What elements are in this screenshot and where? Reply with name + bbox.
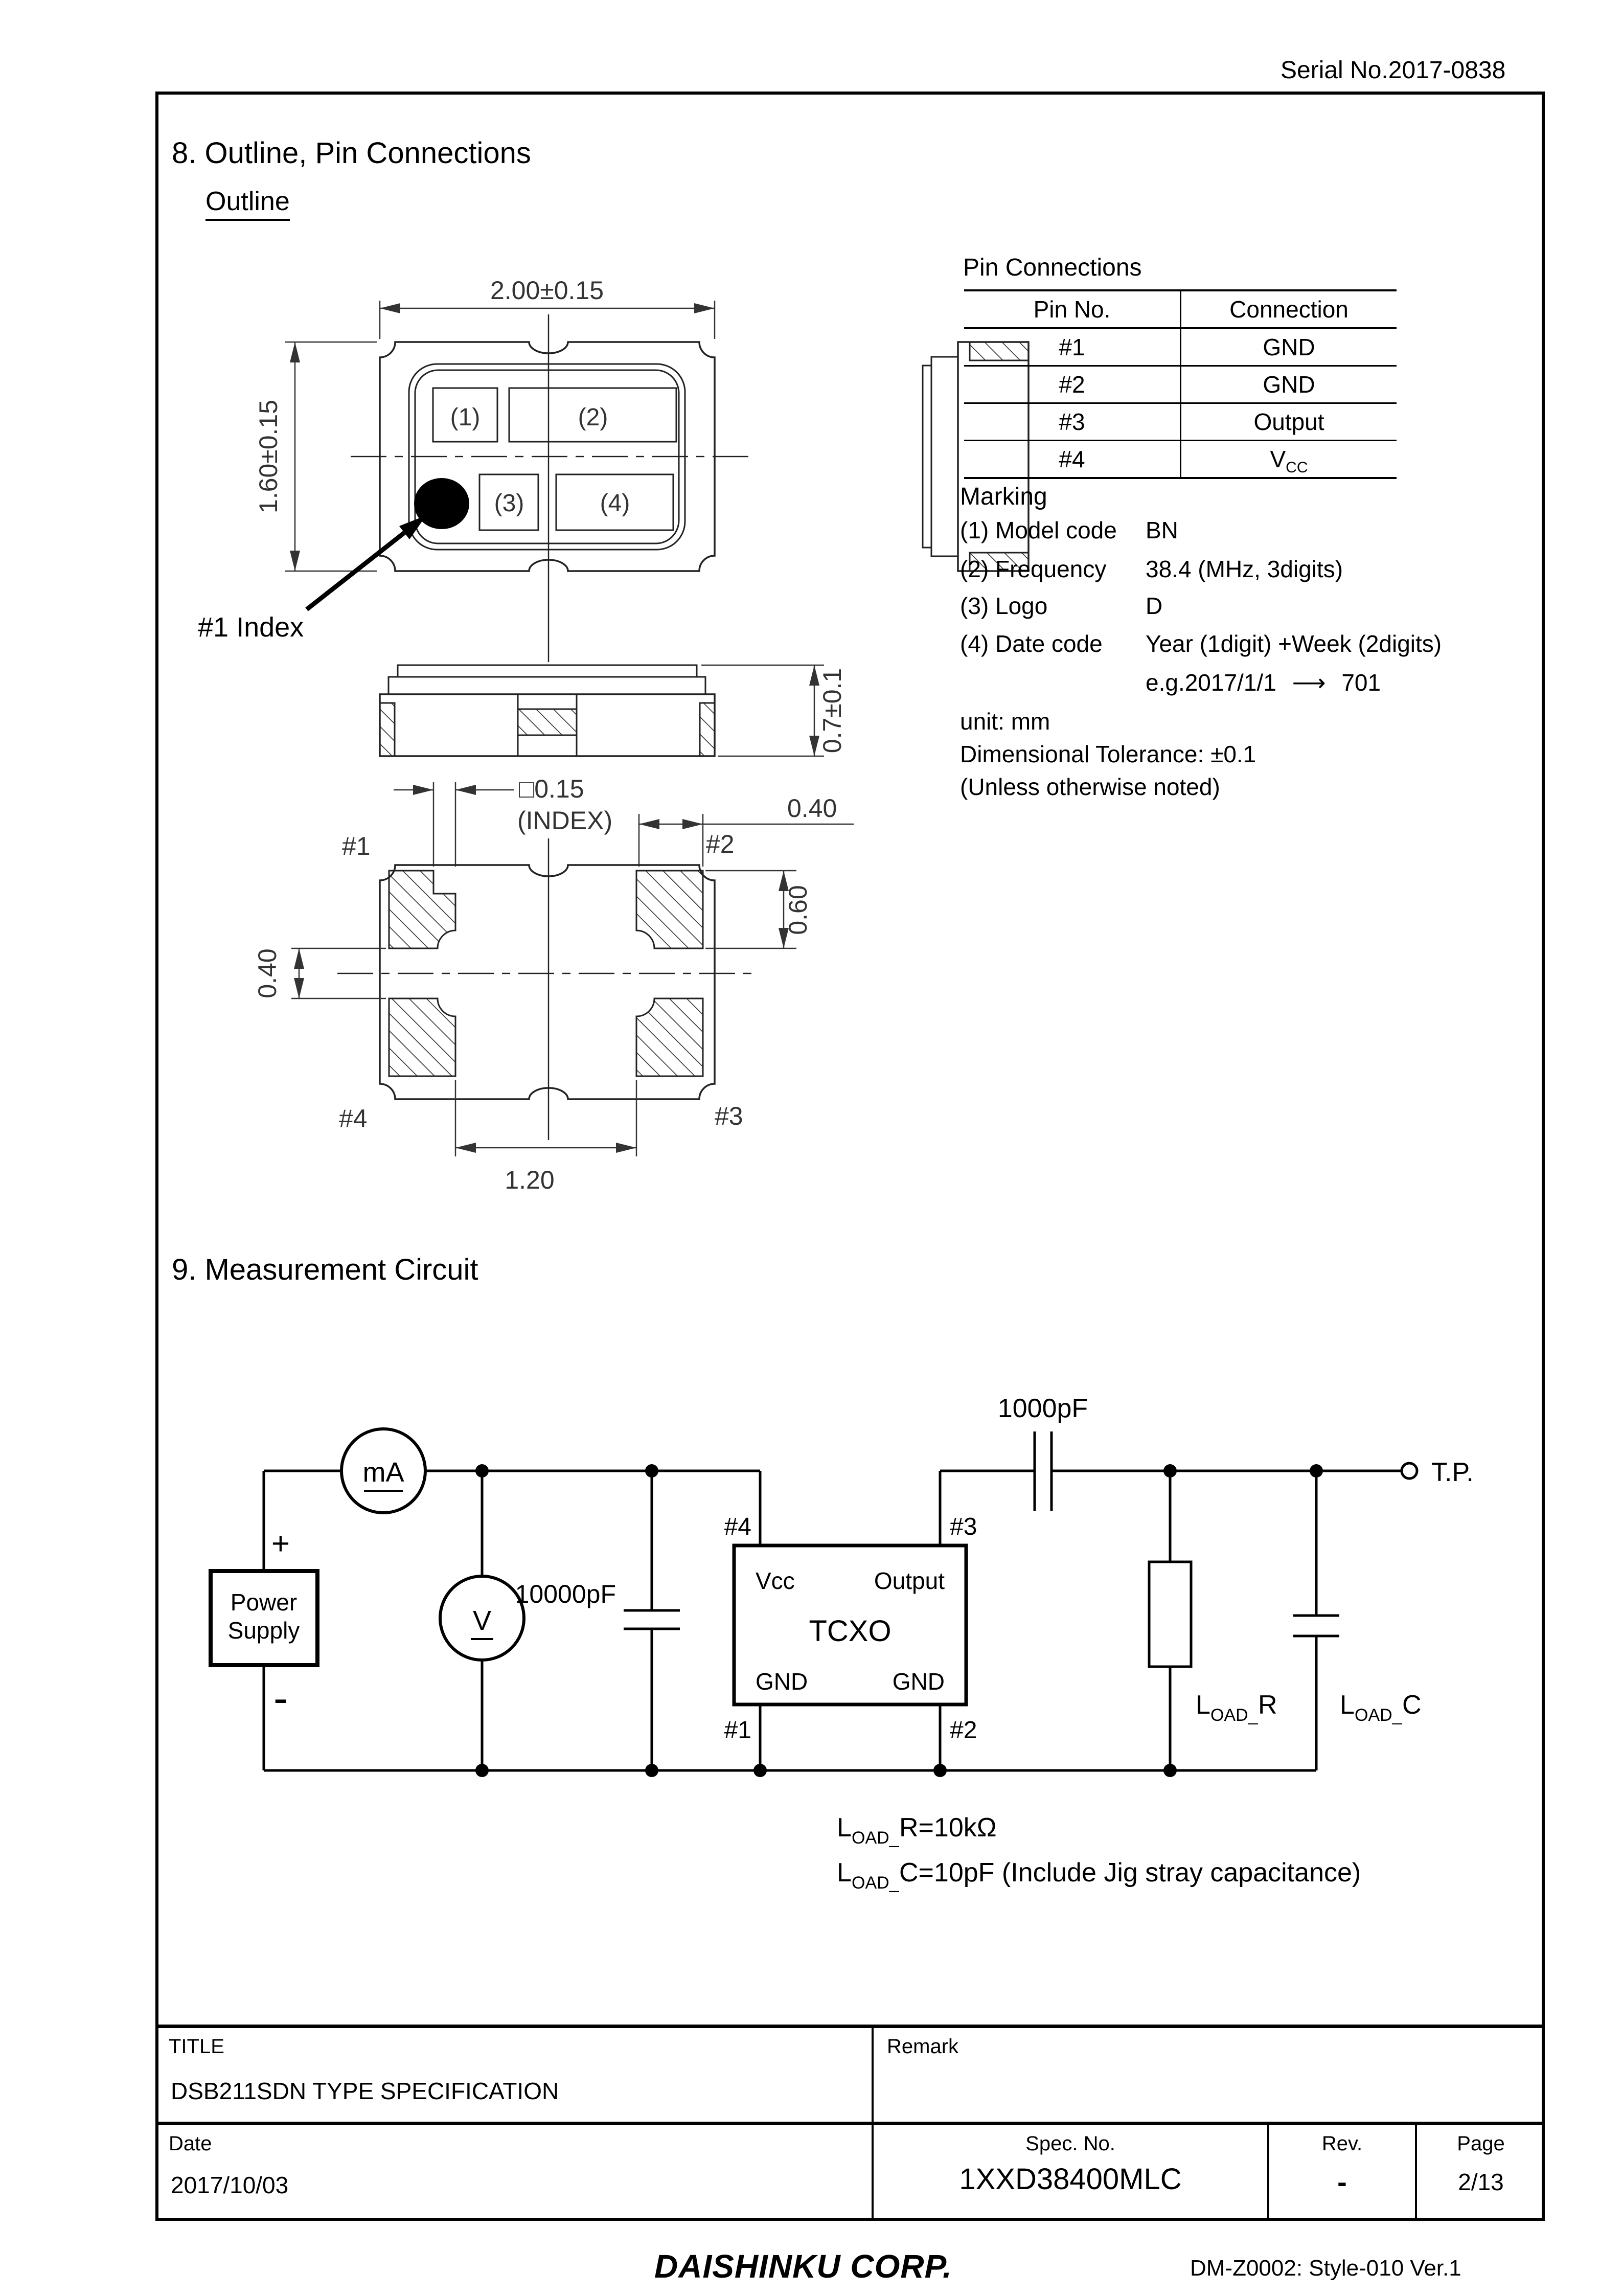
dim-width-label: 2.00±0.15 [490,276,604,305]
pin-connections-table [964,289,1397,479]
pin-1-conn-cell: GND [1180,329,1397,365]
formula-r-sub: OAD_ [852,1828,899,1848]
title-label: TITLE [169,2035,224,2058]
page-value: 2/13 [1458,2169,1504,2195]
pad-1 [389,871,455,948]
pin-3-cell: #3 [1059,408,1085,435]
cap-decouple-label: 10000pF [515,1580,616,1608]
dim-index-arrows [413,785,476,795]
formula-c-sub: OAD_ [852,1873,899,1893]
package-front-view [380,665,715,756]
section-9-heading: 9. Measurement Circuit [172,1253,478,1286]
marking-example [1146,670,1381,696]
spec-cell [872,2125,1267,2221]
dim-pad-gap-label: 0.40 [253,948,282,998]
pin-table-header-row [964,291,1397,329]
tcxo-output-label: Output [874,1567,945,1594]
marking-value-4: Year (1digit) +Week (2digits) [1146,630,1442,657]
load-c-label-rest: C [1402,1690,1422,1720]
pad-2 [636,871,703,948]
page-cell [1415,2125,1545,2221]
mark-label-4: (4) [600,490,630,517]
voltmeter-label: V [472,1605,492,1636]
title-block [155,2025,1545,2221]
plus-label: + [271,1526,290,1561]
dim-pad-height-label: 0.60 [784,885,812,935]
marking-label-3: (3) Logo [960,593,1048,619]
dim-width [380,301,715,339]
pad-label-4: #4 [339,1104,368,1133]
minus-label: - [273,1674,288,1722]
outline-subheading: Outline [205,187,290,221]
remark-cell [872,2028,1545,2122]
dim-pitch [455,1080,636,1156]
marking-label-4: (4) Date code [960,630,1103,657]
formula-c-main: L [837,1858,852,1888]
rev-value: - [1337,2166,1347,2198]
tcxo-pin1-label: #1 [724,1717,751,1744]
marking-label-1: (1) Model code [960,517,1117,543]
note-unless: (Unless otherwise noted) [960,774,1220,800]
pin-1-cell: #1 [1059,334,1085,360]
spec-number: 1XXD38400MLC [959,2163,1182,2196]
dim-index [394,782,514,867]
vcc-sub: CC [1286,459,1308,476]
serial-number: Serial No.2017-0838 [1281,57,1506,84]
marking-example-text: e.g.2017/1/1 [1146,669,1276,696]
tcxo-pin4-label: #4 [724,1513,751,1540]
formula-r-rest: R=10kΩ [899,1813,997,1843]
pad-label-2: #2 [706,830,735,858]
marking-label-2: (2) Frequency [960,556,1107,582]
tcxo-gnd2-label: GND [892,1668,945,1695]
marking-example-result: 701 [1341,669,1381,696]
date-cell [155,2125,872,2221]
note-tolerance: Dimensional Tolerance: ±0.1 [960,741,1256,767]
pad-4 [389,998,455,1076]
load-r-label-rest: R [1258,1690,1277,1720]
table-row [964,441,1397,477]
document-title: DSB211SDN TYPE SPECIFICATION [171,2078,559,2104]
page-label: Page [1457,2132,1505,2155]
dim-thickness [701,665,824,756]
title-cell [155,2028,872,2122]
dim-index-caption: (INDEX) [517,806,613,835]
marking-value-1: BN [1146,517,1178,543]
dim-index-label: □0.15 [519,775,584,803]
vcc-main: V [1270,446,1286,472]
index-pointer [307,515,426,609]
formula-c-rest: C=10pF (Include Jig stray capacitance) [899,1858,1361,1888]
remark-label: Remark [887,2035,959,2058]
table-row [964,329,1397,367]
pin-table-col-conn: Connection [1180,291,1397,327]
marking-value-2: 38.4 (MHz, 3digits) [1146,556,1343,582]
index-dot [414,478,469,529]
circuit-junctions [472,1464,1323,1777]
title-block-row2 [155,2125,1545,2221]
load-c-label-main: L [1340,1690,1355,1720]
tcxo-pin3-label: #3 [950,1513,977,1540]
note-unit: unit: mm [960,708,1050,735]
formula-r-main: L [837,1813,852,1843]
mark-label-1: (1) [450,404,481,431]
date-value: 2017/10/03 [171,2172,289,2198]
tcxo-label: TCXO [809,1615,891,1648]
ammeter-label: mA [362,1457,404,1488]
package-bottom-view [337,838,757,1140]
title-block-row1 [155,2028,1545,2125]
company-name: DAISHINKU CORP. [654,2248,952,2285]
tcxo-vcc-label: Vcc [756,1567,795,1594]
dim-pitch-label: 1.20 [505,1166,555,1194]
pin-3-conn-cell: Output [1180,404,1397,440]
pin-table-title: Pin Connections [963,254,1142,281]
power-supply-line1: Power [230,1589,298,1616]
tcxo-pin2-label: #2 [950,1717,977,1744]
top-view-mark-labels [450,404,630,517]
pin-4-cell: #4 [1059,446,1085,472]
tcxo-gnd1-label: GND [756,1668,808,1695]
table-row [964,404,1397,441]
table-row [964,367,1397,404]
rev-cell [1267,2125,1415,2221]
power-supply-line2: Supply [227,1617,300,1644]
marking-value-3: D [1146,593,1163,619]
dim-pad-offset-label: 0.40 [787,794,837,823]
date-label: Date [169,2132,212,2155]
section-8-heading: 8. Outline, Pin Connections [172,137,531,170]
right-arrow-icon: ⟶ [1292,669,1326,696]
pin-table-col-pin: Pin No. [1033,296,1111,323]
pin-2-cell: #2 [1059,371,1085,398]
mark-label-2: (2) [578,404,608,431]
rev-label: Rev. [1321,2132,1363,2155]
pad-3 [636,998,703,1076]
pad-label-3: #3 [715,1102,743,1130]
pin-4-conn-cell [1180,441,1397,477]
tp-label: T.P. [1431,1458,1474,1487]
marking-title: Marking [960,483,1047,510]
tp-terminal [1402,1463,1417,1479]
doc-code: DM-Z0002: Style-010 Ver.1 [1190,2256,1461,2281]
load-c-label-sub: OAD_ [1355,1706,1402,1725]
cap-series-label: 1000pF [997,1394,1088,1423]
index-note: #1 Index [198,612,304,643]
load-r-label-main: L [1196,1690,1210,1720]
mark-label-3: (3) [494,490,524,517]
pin-2-conn-cell: GND [1180,367,1397,402]
load-r-label-sub: OAD_ [1210,1706,1258,1725]
dim-height-label: 1.60±0.15 [254,399,283,514]
spec-label: Spec. No. [1025,2132,1115,2155]
pad-label-1: #1 [342,832,371,860]
package-top-view [351,314,752,662]
load-r-symbol [1149,1562,1191,1667]
dim-thickness-label: 0.7±0.1 [818,668,847,754]
circuit-labels [228,1394,1474,1893]
